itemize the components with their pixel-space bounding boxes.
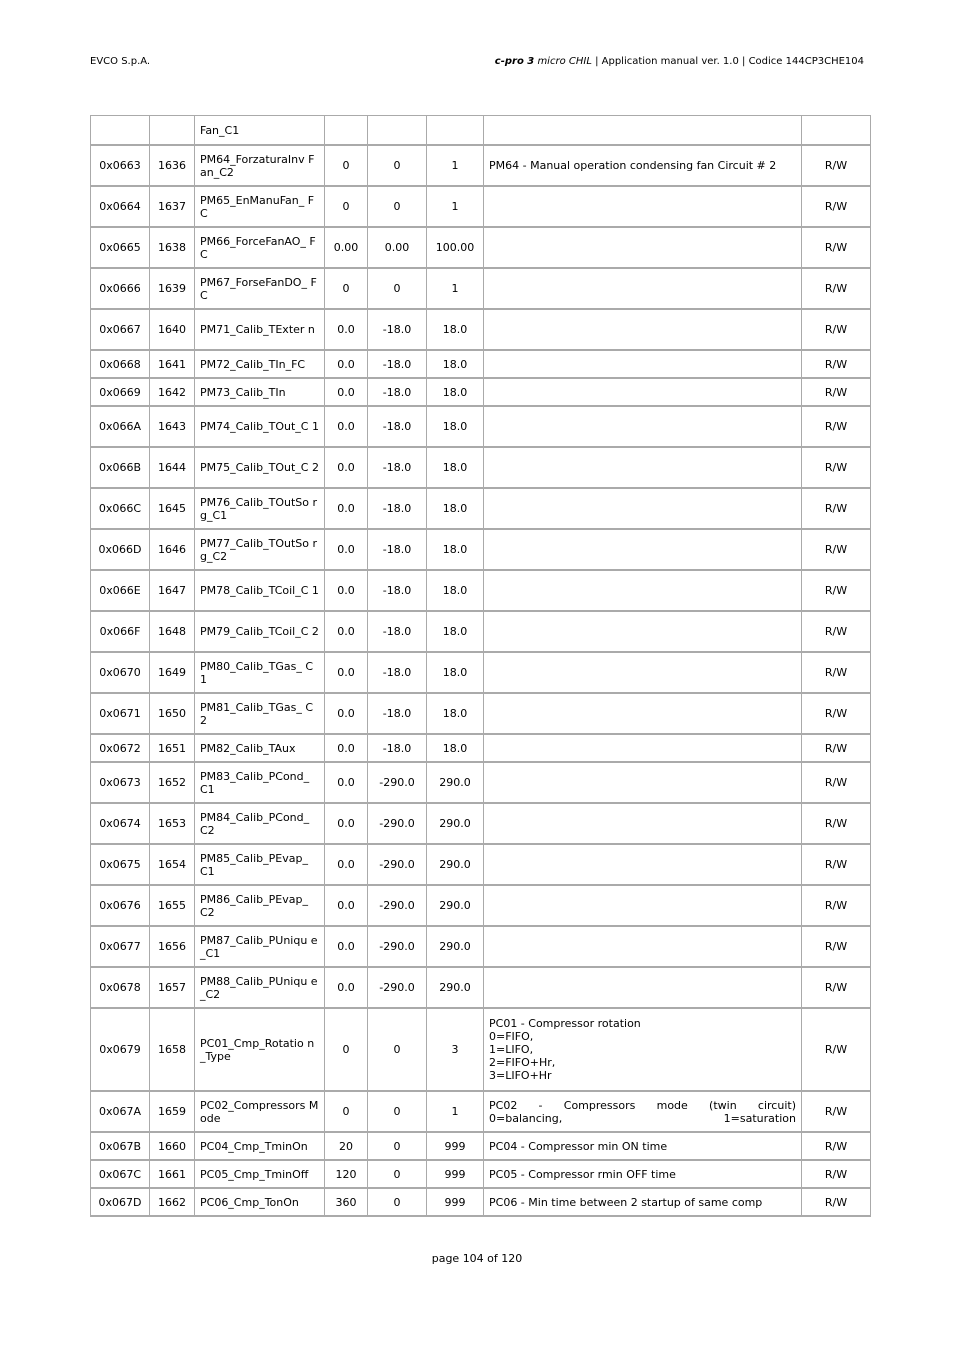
default-value-cell: 0.0: [325, 310, 368, 351]
parameter-name-cell: Fan_C1: [195, 115, 325, 146]
min-value-cell: -18.0: [368, 407, 427, 448]
table-row: [90, 228, 871, 269]
max-value-cell: 999: [427, 1133, 484, 1161]
parameter-name-cell: PC02_Compressors Mode: [195, 1092, 325, 1133]
default-value-cell: 0.0: [325, 448, 368, 489]
hex-address-cell: 0x0670: [90, 653, 150, 694]
dec-address-cell: 1641: [150, 351, 195, 379]
parameter-name-cell: PM79_Calib_TCoil_C 2: [195, 612, 325, 653]
hex-address-cell: 0x0676: [90, 886, 150, 927]
dec-address-cell: 1647: [150, 571, 195, 612]
default-value-cell: 0.0: [325, 407, 368, 448]
max-value-cell: 999: [427, 1161, 484, 1189]
table-row: [90, 927, 871, 968]
default-value-cell: 0.0: [325, 571, 368, 612]
table-row: [90, 845, 871, 886]
min-value-cell: [368, 115, 427, 146]
max-value-cell: 18.0: [427, 653, 484, 694]
default-value-cell: 0: [325, 146, 368, 187]
description-cell: [484, 804, 802, 845]
default-value-cell: 0.0: [325, 351, 368, 379]
hex-address-cell: 0x0678: [90, 968, 150, 1009]
access-cell: R/W: [802, 146, 871, 187]
min-value-cell: -290.0: [368, 927, 427, 968]
table-row: [90, 407, 871, 448]
dec-address-cell: 1640: [150, 310, 195, 351]
hex-address-cell: 0x067D: [90, 1189, 150, 1217]
parameter-name-cell: PM86_Calib_PEvap_ C2: [195, 886, 325, 927]
max-value-cell: 18.0: [427, 735, 484, 763]
max-value-cell: 290.0: [427, 968, 484, 1009]
header-company: EVCO S.p.A.: [90, 56, 151, 67]
min-value-cell: -290.0: [368, 845, 427, 886]
max-value-cell: 290.0: [427, 763, 484, 804]
dec-address-cell: 1637: [150, 187, 195, 228]
max-value-cell: 290.0: [427, 804, 484, 845]
parameter-name-cell: PM64_ForzaturaInv Fan_C2: [195, 146, 325, 187]
table-row: [90, 886, 871, 927]
dec-address-cell: 1658: [150, 1009, 195, 1092]
access-cell: R/W: [802, 968, 871, 1009]
header-document-info: [495, 56, 864, 67]
description-cell: [484, 653, 802, 694]
access-cell: R/W: [802, 1161, 871, 1189]
min-value-cell: 0: [368, 1009, 427, 1092]
max-value-cell: 1: [427, 1092, 484, 1133]
table-row: [90, 763, 871, 804]
min-value-cell: 0: [368, 1161, 427, 1189]
hex-address-cell: 0x0666: [90, 269, 150, 310]
access-cell: R/W: [802, 653, 871, 694]
dec-address-cell: [150, 115, 195, 146]
description-cell: PC02 - Compressors mode (twin circuit) 0=balancing, 1=saturation: [484, 1092, 802, 1133]
min-value-cell: -18.0: [368, 351, 427, 379]
parameter-name-cell: PM71_Calib_TExter n: [195, 310, 325, 351]
parameter-name-cell: PC05_Cmp_TminOff: [195, 1161, 325, 1189]
parameter-name-cell: PM65_EnManuFan_ FC: [195, 187, 325, 228]
hex-address-cell: 0x066C: [90, 489, 150, 530]
header-product-italic: micro CHIL: [534, 56, 592, 67]
parameter-name-cell: PM72_Calib_TIn_FC: [195, 351, 325, 379]
max-value-cell: 290.0: [427, 845, 484, 886]
description-cell: [484, 612, 802, 653]
dec-address-cell: 1648: [150, 612, 195, 653]
dec-address-cell: 1643: [150, 407, 195, 448]
table-row: [90, 612, 871, 653]
table-row: [90, 351, 871, 379]
access-cell: R/W: [802, 187, 871, 228]
access-cell: R/W: [802, 407, 871, 448]
parameter-name-cell: PM83_Calib_PCond_ C1: [195, 763, 325, 804]
parameter-name-cell: PM80_Calib_TGas_ C1: [195, 653, 325, 694]
default-value-cell: 120: [325, 1161, 368, 1189]
min-value-cell: -18.0: [368, 489, 427, 530]
dec-address-cell: 1653: [150, 804, 195, 845]
access-cell: R/W: [802, 489, 871, 530]
default-value-cell: 0.0: [325, 694, 368, 735]
description-cell: [484, 530, 802, 571]
parameter-name-cell: PM76_Calib_TOutSo rg_C1: [195, 489, 325, 530]
access-cell: R/W: [802, 763, 871, 804]
dec-address-cell: 1652: [150, 763, 195, 804]
table-row: [90, 735, 871, 763]
default-value-cell: 0.0: [325, 763, 368, 804]
min-value-cell: -18.0: [368, 530, 427, 571]
min-value-cell: 0: [368, 1189, 427, 1217]
description-cell: [484, 845, 802, 886]
description-cell: [484, 735, 802, 763]
description-cell: PM64 - Manual operation condensing fan Circuit # 2: [484, 146, 802, 187]
min-value-cell: -18.0: [368, 571, 427, 612]
dec-address-cell: 1662: [150, 1189, 195, 1217]
hex-address-cell: 0x0673: [90, 763, 150, 804]
max-value-cell: 18.0: [427, 694, 484, 735]
parameter-name-cell: PM74_Calib_TOut_C 1: [195, 407, 325, 448]
max-value-cell: 18.0: [427, 351, 484, 379]
dec-address-cell: 1654: [150, 845, 195, 886]
dec-address-cell: 1649: [150, 653, 195, 694]
hex-address-cell: 0x067A: [90, 1092, 150, 1133]
access-cell: R/W: [802, 1133, 871, 1161]
hex-address-cell: 0x0675: [90, 845, 150, 886]
max-value-cell: 18.0: [427, 489, 484, 530]
hex-address-cell: 0x0679: [90, 1009, 150, 1092]
max-value-cell: 18.0: [427, 448, 484, 489]
table-row: [90, 1161, 871, 1189]
parameter-name-cell: PC04_Cmp_TminOn: [195, 1133, 325, 1161]
min-value-cell: -18.0: [368, 653, 427, 694]
min-value-cell: -290.0: [368, 804, 427, 845]
hex-address-cell: 0x067C: [90, 1161, 150, 1189]
min-value-cell: -18.0: [368, 735, 427, 763]
description-cell: PC05 - Compressor rmin OFF time: [484, 1161, 802, 1189]
hex-address-cell: 0x066A: [90, 407, 150, 448]
description-cell: [484, 187, 802, 228]
table-row: [90, 310, 871, 351]
min-value-cell: 0: [368, 187, 427, 228]
hex-address-cell: 0x0672: [90, 735, 150, 763]
default-value-cell: 0.0: [325, 379, 368, 407]
hex-address-cell: 0x066F: [90, 612, 150, 653]
description-cell: PC06 - Min time between 2 startup of same comp: [484, 1189, 802, 1217]
table-row: [90, 269, 871, 310]
max-value-cell: 18.0: [427, 571, 484, 612]
description-cell: [484, 115, 802, 146]
description-cell: [484, 571, 802, 612]
min-value-cell: 0: [368, 1092, 427, 1133]
parameter-name-cell: PM75_Calib_TOut_C 2: [195, 448, 325, 489]
table-row: [90, 653, 871, 694]
dec-address-cell: 1655: [150, 886, 195, 927]
table-row: [90, 146, 871, 187]
default-value-cell: 0: [325, 269, 368, 310]
parameter-name-cell: PM73_Calib_TIn: [195, 379, 325, 407]
default-value-cell: 0.0: [325, 927, 368, 968]
table-row: [90, 1133, 871, 1161]
default-value-cell: 0.0: [325, 845, 368, 886]
hex-address-cell: 0x067B: [90, 1133, 150, 1161]
dec-address-cell: 1657: [150, 968, 195, 1009]
min-value-cell: -18.0: [368, 379, 427, 407]
access-cell: R/W: [802, 886, 871, 927]
access-cell: [802, 115, 871, 146]
dec-address-cell: 1645: [150, 489, 195, 530]
description-cell: [484, 927, 802, 968]
default-value-cell: 0: [325, 187, 368, 228]
min-value-cell: -290.0: [368, 968, 427, 1009]
dec-address-cell: 1660: [150, 1133, 195, 1161]
min-value-cell: -290.0: [368, 763, 427, 804]
description-cell: [484, 310, 802, 351]
access-cell: R/W: [802, 1092, 871, 1133]
access-cell: R/W: [802, 804, 871, 845]
access-cell: R/W: [802, 612, 871, 653]
parameter-name-cell: PM78_Calib_TCoil_C 1: [195, 571, 325, 612]
hex-address-cell: [90, 115, 150, 146]
table-row: [90, 694, 871, 735]
table-row: [90, 1009, 871, 1092]
table-row: [90, 115, 871, 146]
min-value-cell: -18.0: [368, 694, 427, 735]
hex-address-cell: 0x0667: [90, 310, 150, 351]
default-value-cell: [325, 115, 368, 146]
default-value-cell: 0.0: [325, 735, 368, 763]
dec-address-cell: 1661: [150, 1161, 195, 1189]
parameter-name-cell: PM67_ForseFanDO_ FC: [195, 269, 325, 310]
min-value-cell: 0: [368, 1133, 427, 1161]
access-cell: R/W: [802, 571, 871, 612]
max-value-cell: 100.00: [427, 228, 484, 269]
hex-address-cell: 0x0677: [90, 927, 150, 968]
max-value-cell: 18.0: [427, 310, 484, 351]
hex-address-cell: 0x066E: [90, 571, 150, 612]
table-row: [90, 1092, 871, 1133]
parameter-name-cell: PM81_Calib_TGas_ C2: [195, 694, 325, 735]
dec-address-cell: 1636: [150, 146, 195, 187]
access-cell: R/W: [802, 694, 871, 735]
table-row: [90, 530, 871, 571]
dec-address-cell: 1644: [150, 448, 195, 489]
min-value-cell: -18.0: [368, 310, 427, 351]
max-value-cell: 3: [427, 1009, 484, 1092]
table-row: [90, 571, 871, 612]
hex-address-cell: 0x0663: [90, 146, 150, 187]
max-value-cell: 1: [427, 269, 484, 310]
min-value-cell: 0: [368, 269, 427, 310]
access-cell: R/W: [802, 735, 871, 763]
default-value-cell: 0.0: [325, 886, 368, 927]
header-manual-info: | Application manual ver. 1.0 | Codice 144CP3CHE104: [591, 56, 864, 67]
default-value-cell: 0.0: [325, 612, 368, 653]
max-value-cell: 18.0: [427, 612, 484, 653]
dec-address-cell: 1639: [150, 269, 195, 310]
description-cell: [484, 763, 802, 804]
hex-address-cell: 0x0668: [90, 351, 150, 379]
dec-address-cell: 1659: [150, 1092, 195, 1133]
table-row: [90, 968, 871, 1009]
access-cell: R/W: [802, 1009, 871, 1092]
min-value-cell: 0.00: [368, 228, 427, 269]
parameter-name-cell: PM88_Calib_PUniqu e_C2: [195, 968, 325, 1009]
description-cell: [484, 351, 802, 379]
table-row: [90, 804, 871, 845]
access-cell: R/W: [802, 228, 871, 269]
description-cell: [484, 968, 802, 1009]
parameter-name-cell: PC06_Cmp_TonOn: [195, 1189, 325, 1217]
table-row: [90, 448, 871, 489]
access-cell: R/W: [802, 845, 871, 886]
default-value-cell: 0.0: [325, 489, 368, 530]
min-value-cell: -290.0: [368, 886, 427, 927]
parameter-name-cell: PC01_Cmp_Rotatio n_Type: [195, 1009, 325, 1092]
access-cell: R/W: [802, 927, 871, 968]
dec-address-cell: 1642: [150, 379, 195, 407]
description-cell: PC01 - Compressor rotation 0=FIFO, 1=LIFO, 2=FIFO+Hr, 3=LIFO+Hr: [484, 1009, 802, 1092]
default-value-cell: 0.00: [325, 228, 368, 269]
default-value-cell: 0.0: [325, 530, 368, 571]
parameter-name-cell: PM84_Calib_PCond_ C2: [195, 804, 325, 845]
page-number: page 104 of 120: [431, 1252, 523, 1265]
dec-address-cell: 1638: [150, 228, 195, 269]
description-cell: [484, 694, 802, 735]
max-value-cell: 18.0: [427, 530, 484, 571]
hex-address-cell: 0x0671: [90, 694, 150, 735]
default-value-cell: 0: [325, 1009, 368, 1092]
default-value-cell: 0.0: [325, 968, 368, 1009]
table-row: [90, 1189, 871, 1217]
description-cell: [484, 489, 802, 530]
min-value-cell: -18.0: [368, 612, 427, 653]
hex-address-cell: 0x0669: [90, 379, 150, 407]
default-value-cell: 0: [325, 1092, 368, 1133]
default-value-cell: 0.0: [325, 653, 368, 694]
table-row: [90, 379, 871, 407]
access-cell: R/W: [802, 448, 871, 489]
parameter-table: [90, 115, 871, 1217]
hex-address-cell: 0x066B: [90, 448, 150, 489]
description-cell: [484, 379, 802, 407]
dec-address-cell: 1646: [150, 530, 195, 571]
table-row: [90, 187, 871, 228]
hex-address-cell: 0x0664: [90, 187, 150, 228]
max-value-cell: 290.0: [427, 927, 484, 968]
hex-address-cell: 0x066D: [90, 530, 150, 571]
default-value-cell: 0.0: [325, 804, 368, 845]
min-value-cell: -18.0: [368, 448, 427, 489]
access-cell: R/W: [802, 351, 871, 379]
hex-address-cell: 0x0674: [90, 804, 150, 845]
access-cell: R/W: [802, 1189, 871, 1217]
description-cell: [484, 448, 802, 489]
default-value-cell: 20: [325, 1133, 368, 1161]
table-row: [90, 489, 871, 530]
parameter-name-cell: PM82_Calib_TAux: [195, 735, 325, 763]
header-product-bold: c-pro 3: [494, 56, 535, 67]
max-value-cell: 290.0: [427, 886, 484, 927]
description-cell: [484, 269, 802, 310]
max-value-cell: 999: [427, 1189, 484, 1217]
min-value-cell: 0: [368, 146, 427, 187]
parameter-name-cell: PM66_ForceFanAO_ FC: [195, 228, 325, 269]
description-cell: PC04 - Compressor min ON time: [484, 1133, 802, 1161]
dec-address-cell: 1650: [150, 694, 195, 735]
description-cell: [484, 407, 802, 448]
description-cell: [484, 886, 802, 927]
max-value-cell: 1: [427, 146, 484, 187]
max-value-cell: 18.0: [427, 407, 484, 448]
access-cell: R/W: [802, 379, 871, 407]
dec-address-cell: 1651: [150, 735, 195, 763]
parameter-name-cell: PM77_Calib_TOutSo rg_C2: [195, 530, 325, 571]
max-value-cell: 1: [427, 187, 484, 228]
max-value-cell: 18.0: [427, 379, 484, 407]
description-cell: [484, 228, 802, 269]
hex-address-cell: 0x0665: [90, 228, 150, 269]
access-cell: R/W: [802, 530, 871, 571]
parameter-name-cell: PM85_Calib_PEvap_ C1: [195, 845, 325, 886]
dec-address-cell: 1656: [150, 927, 195, 968]
default-value-cell: 360: [325, 1189, 368, 1217]
access-cell: R/W: [802, 269, 871, 310]
max-value-cell: [427, 115, 484, 146]
parameter-name-cell: PM87_Calib_PUniqu e_C1: [195, 927, 325, 968]
access-cell: R/W: [802, 310, 871, 351]
